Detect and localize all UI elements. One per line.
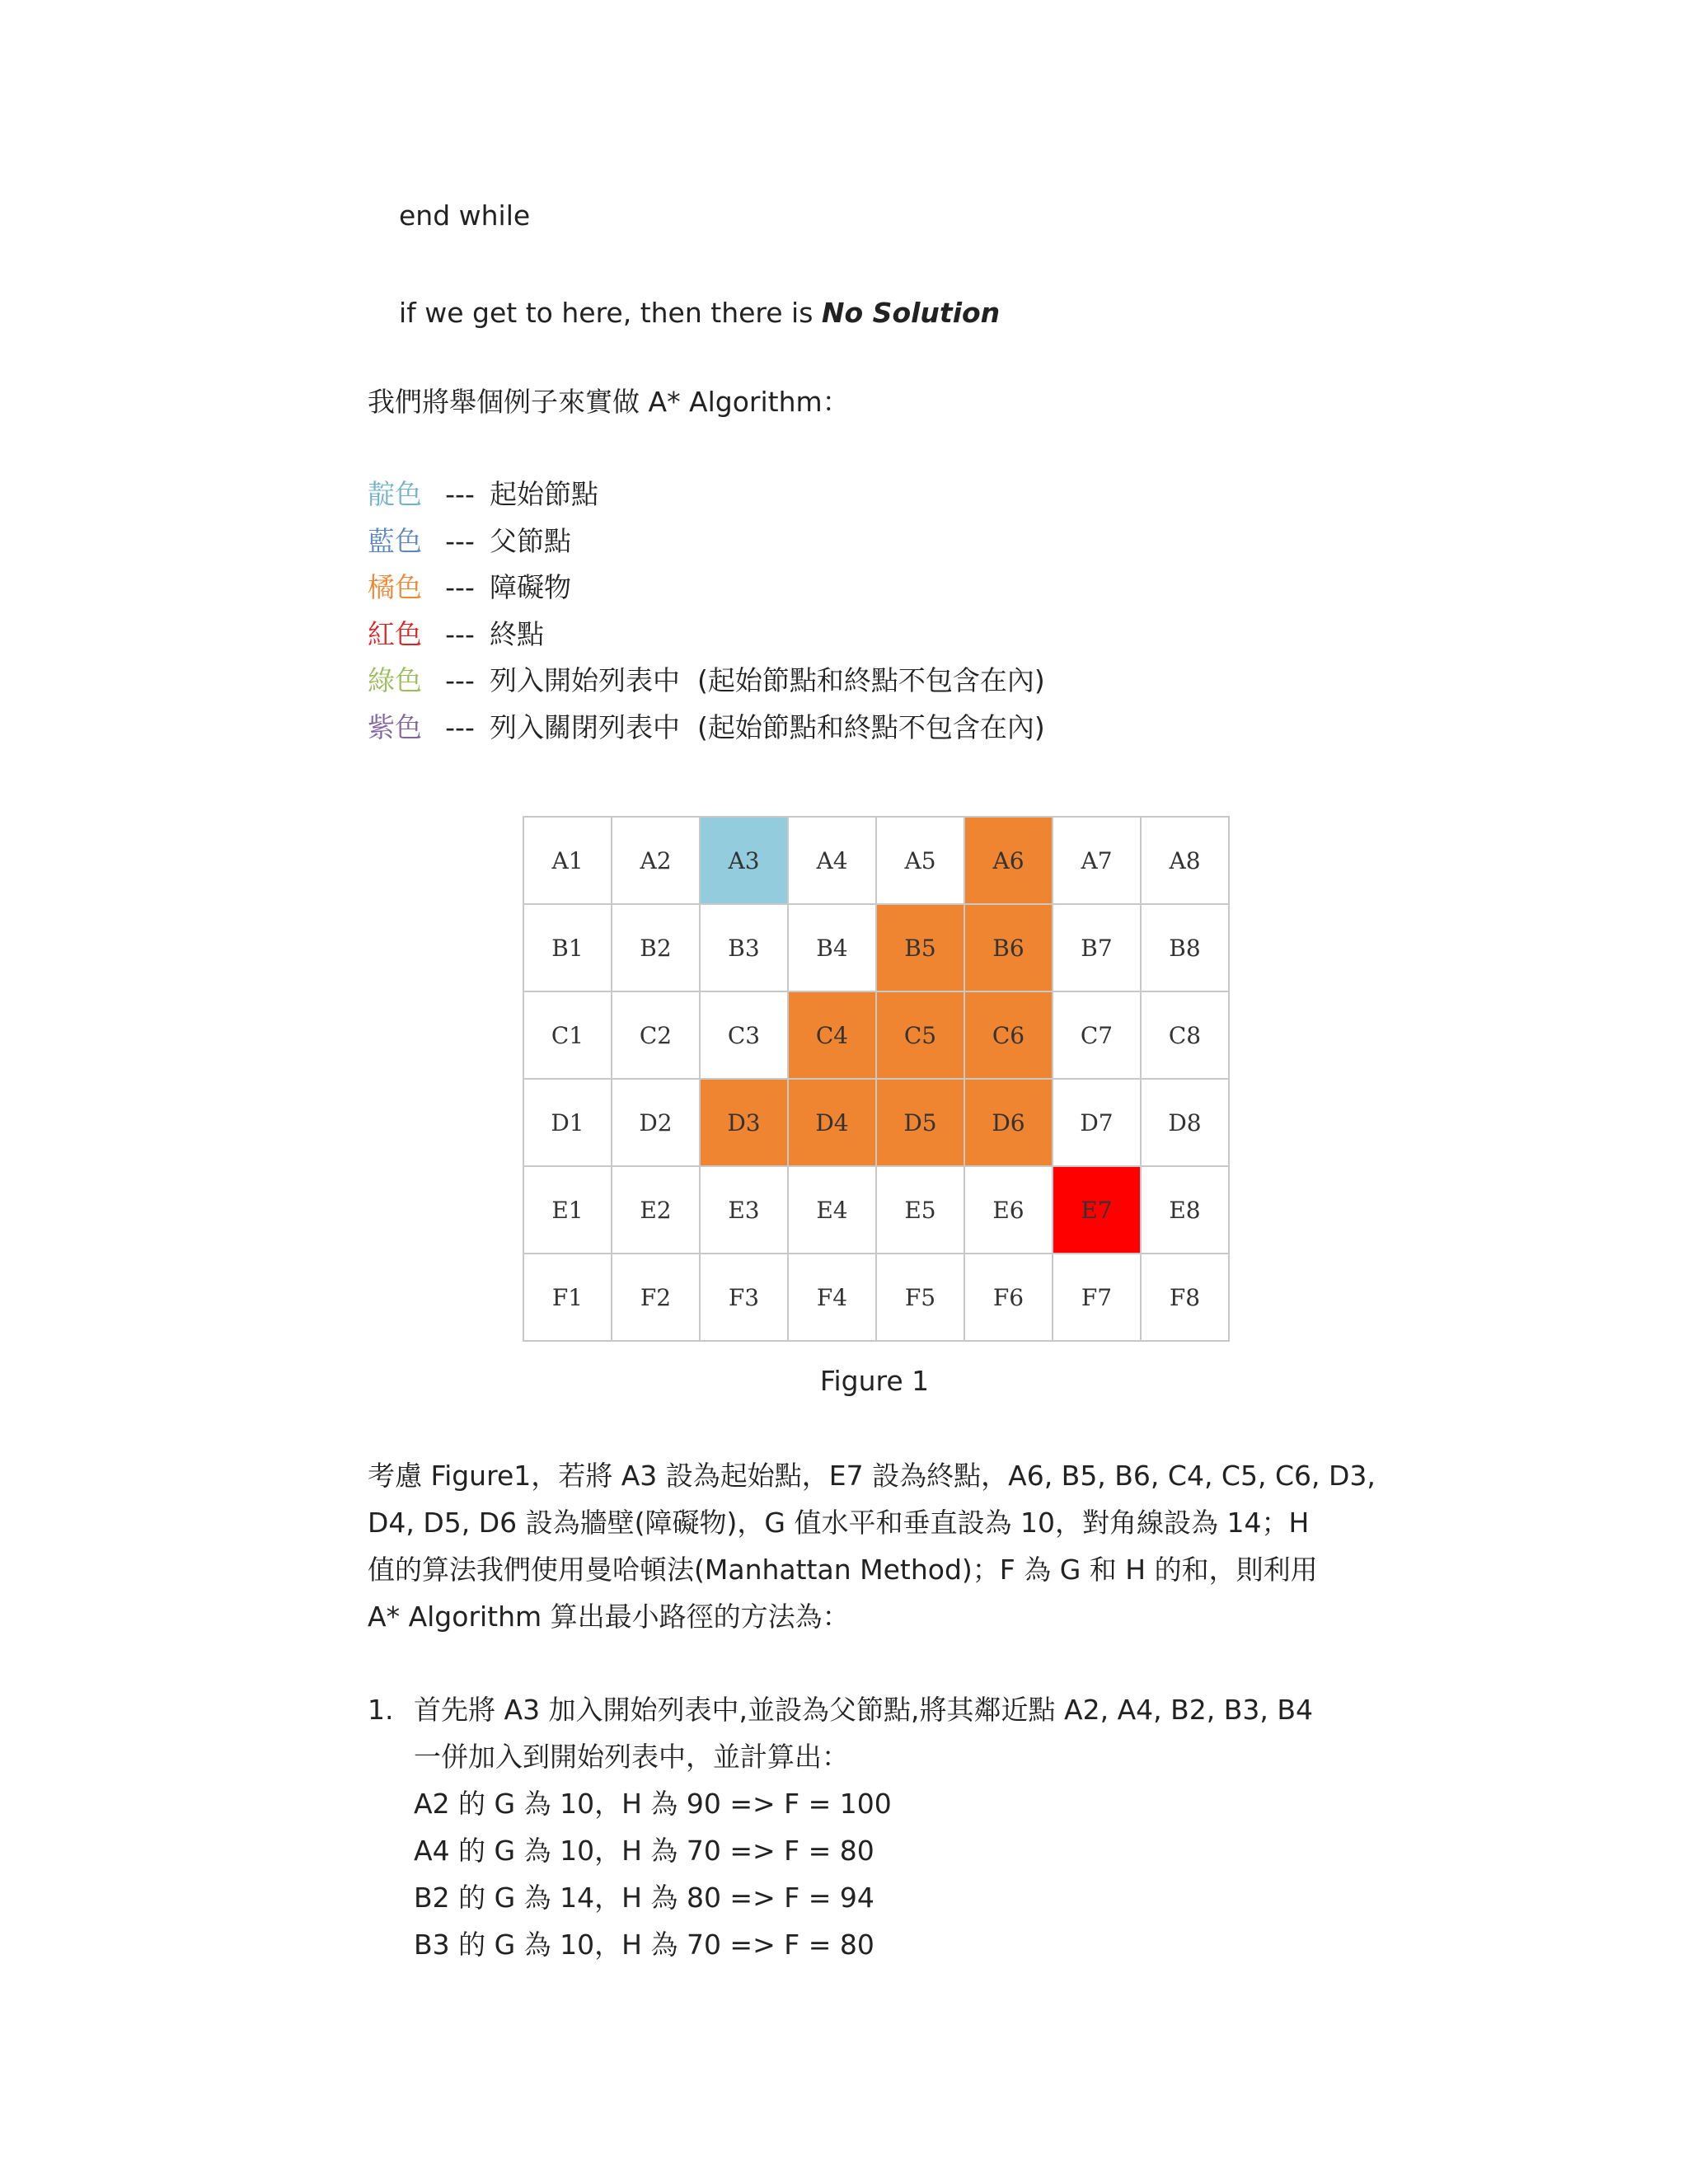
grid-row xyxy=(523,817,1229,904)
legend-color-name: 靛色 xyxy=(368,478,422,510)
grid-cell-c8: C8 xyxy=(1141,991,1229,1079)
legend-row xyxy=(368,471,598,518)
legend-dash: --- xyxy=(445,664,475,696)
grid-cell-f8: F8 xyxy=(1141,1254,1229,1341)
paragraph-line: D4, D5, D6 設為牆壁(障礙物)，G 值水平和垂直設為 10，對角線設為 14；H xyxy=(368,1507,1310,1539)
grid-row xyxy=(523,1254,1229,1341)
grid-cell-d7: D7 xyxy=(1053,1079,1141,1166)
grid-cell-f4: F4 xyxy=(788,1254,876,1341)
grid-cell-b3: B3 xyxy=(700,904,788,991)
grid-row xyxy=(523,991,1229,1079)
grid-cell-d2: D2 xyxy=(612,1079,700,1166)
legend-color-name: 綠色 xyxy=(368,664,422,696)
legend-color-name: 紫色 xyxy=(368,710,422,743)
legend-meaning: 父節點 xyxy=(490,524,571,557)
grid-cell-a5: A5 xyxy=(876,817,964,904)
grid-row xyxy=(523,1166,1229,1254)
grid-cell-c5: C5 xyxy=(876,991,964,1079)
grid-cell-c3: C3 xyxy=(700,991,788,1079)
paragraph-line: A* Algorithm 算出最小路徑的方法為： xyxy=(368,1601,850,1633)
legend-meaning: 列入關閉列表中 (起始節點和終點不包含在內) xyxy=(490,710,1045,743)
legend-meaning: 起始節點 xyxy=(490,478,598,510)
no-solution-line xyxy=(399,293,1000,333)
grid-cell-f5: F5 xyxy=(876,1254,964,1341)
legend-row xyxy=(368,705,1045,751)
grid-cell-b2: B2 xyxy=(612,904,700,991)
grid-cell-e2: E2 xyxy=(612,1166,700,1254)
legend-dash: --- xyxy=(445,710,475,743)
legend-color-name: 紅色 xyxy=(368,617,422,650)
legend-dash: --- xyxy=(445,524,475,557)
list-line: A2 的 G 為 10，H 為 90 => F = 100 xyxy=(414,1788,892,1820)
legend-dash: --- xyxy=(445,478,475,510)
grid-cell-c6: C6 xyxy=(964,991,1053,1079)
grid-row xyxy=(523,904,1229,991)
grid-cell-c1: C1 xyxy=(523,991,612,1079)
grid-cell-d8: D8 xyxy=(1141,1079,1229,1166)
grid-cell-c2: C2 xyxy=(612,991,700,1079)
legend-row xyxy=(368,658,1045,704)
figure-1-grid xyxy=(523,816,1230,1342)
grid-cell-d4: D4 xyxy=(788,1079,876,1166)
list-item-body xyxy=(414,1686,1395,1968)
grid-cell-a2: A2 xyxy=(612,817,700,904)
grid-cell-e1: E1 xyxy=(523,1166,612,1254)
legend-dash: --- xyxy=(445,571,475,603)
end-while-line: end while xyxy=(399,199,531,232)
grid-cell-b1: B1 xyxy=(523,904,612,991)
grid-cell-b6: B6 xyxy=(964,904,1053,991)
grid-cell-f2: F2 xyxy=(612,1254,700,1341)
grid-cell-b7: B7 xyxy=(1053,904,1141,991)
legend-dash: --- xyxy=(445,617,475,650)
grid-cell-e4: E4 xyxy=(788,1166,876,1254)
grid-cell-e3: E3 xyxy=(700,1166,788,1254)
grid-cell-f1: F1 xyxy=(523,1254,612,1341)
paragraph-line: 值的算法我們使用曼哈頓法(Manhattan Method)；F 為 G 和 H 的和，則利用 xyxy=(368,1554,1318,1586)
grid-cell-d5: D5 xyxy=(876,1079,964,1166)
grid-cell-d3: D3 xyxy=(700,1079,788,1166)
list-line: B2 的 G 為 14，H 為 80 => F = 94 xyxy=(414,1882,874,1914)
grid-cell-f7: F7 xyxy=(1053,1254,1141,1341)
grid-cell-f6: F6 xyxy=(964,1254,1053,1341)
grid-cell-a1: A1 xyxy=(523,817,612,904)
legend-row xyxy=(368,612,544,658)
grid-cell-c4: C4 xyxy=(788,991,876,1079)
list-line: B3 的 G 為 10，H 為 70 => F = 80 xyxy=(414,1929,874,1961)
no-solution-prefix: if we get to here, then there is xyxy=(399,297,822,329)
legend-row xyxy=(368,565,571,611)
grid-row xyxy=(523,1079,1229,1166)
grid-cell-e7: E7 xyxy=(1053,1166,1141,1254)
paragraph-line: 考慮 Figure1，若將 A3 設為起始點，E7 設為終點，A6, B5, B6, C4, C5, C6, D3, xyxy=(368,1460,1376,1492)
explanation-paragraph xyxy=(368,1452,1390,1640)
grid-cell-c7: C7 xyxy=(1053,991,1141,1079)
figure-caption: Figure 1 xyxy=(819,1365,930,1397)
grid-cell-e6: E6 xyxy=(964,1166,1053,1254)
legend-meaning: 終點 xyxy=(490,617,544,650)
legend-color-name: 橘色 xyxy=(368,571,422,603)
grid-cell-b8: B8 xyxy=(1141,904,1229,991)
grid-cell-d6: D6 xyxy=(964,1079,1053,1166)
grid-cell-e8: E8 xyxy=(1141,1166,1229,1254)
no-solution-emphasis: No Solution xyxy=(821,297,1001,329)
legend-color-name: 藍色 xyxy=(368,524,422,557)
list-item-number: 1. xyxy=(368,1694,394,1726)
legend-meaning: 障礙物 xyxy=(490,571,571,603)
legend-row xyxy=(368,518,571,565)
grid-cell-a6: A6 xyxy=(964,817,1053,904)
grid-cell-a4: A4 xyxy=(788,817,876,904)
grid-cell-d1: D1 xyxy=(523,1079,612,1166)
grid-cell-a7: A7 xyxy=(1053,817,1141,904)
grid-cell-a8: A8 xyxy=(1141,817,1229,904)
grid-cell-b4: B4 xyxy=(788,904,876,991)
list-line: A4 的 G 為 10，H 為 70 => F = 80 xyxy=(414,1835,874,1867)
list-line: 一併加入到開始列表中，並計算出： xyxy=(414,1741,849,1773)
grid-cell-a3: A3 xyxy=(700,817,788,904)
intro-line: 我們將舉個例子來實做 A* Algorithm： xyxy=(368,386,850,418)
grid-cell-b5: B5 xyxy=(876,904,964,991)
grid-cell-e5: E5 xyxy=(876,1166,964,1254)
legend-meaning: 列入開始列表中 (起始節點和終點不包含在內) xyxy=(490,664,1045,696)
list-line: 首先將 A3 加入開始列表中,並設為父節點,將其鄰近點 A2, A4, B2, B3, B4 xyxy=(414,1694,1313,1726)
grid-cell-f3: F3 xyxy=(700,1254,788,1341)
